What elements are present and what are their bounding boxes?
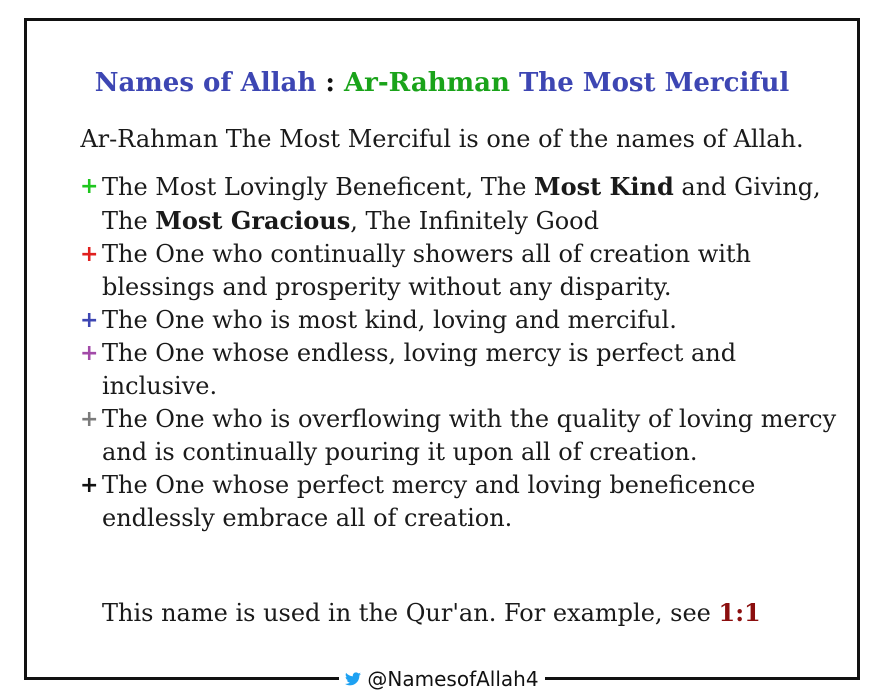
- plus-bullet-icon: +: [80, 308, 99, 333]
- title-meaning: The Most Merciful: [509, 68, 790, 98]
- list-item-text-segment: , The Infinitely Good: [350, 207, 599, 235]
- footer: [0, 664, 884, 694]
- twitter-handle: @NamesofAllah4: [367, 667, 539, 691]
- intro-text: Ar-Rahman The Most Merciful is one of the names of Allah.: [80, 125, 804, 153]
- list-item-text: The One whose endless, loving mercy is perfect and inclusive.: [102, 339, 737, 400]
- list-item-text: [102, 173, 821, 235]
- twitter-handle-badge[interactable]: [339, 664, 544, 694]
- list-item-text-segment: The Most Lovingly Beneficent, The: [102, 173, 535, 201]
- plus-bullet-icon: +: [80, 407, 99, 432]
- list-item: [80, 469, 840, 535]
- list-item-bold-segment: Most Kind: [534, 172, 674, 201]
- list-item-text: The One whose perfect mercy and loving beneficence endlessly embrace all of creation.: [102, 471, 756, 532]
- twitter-bird-icon: [345, 672, 361, 686]
- plus-bullet-icon: +: [80, 341, 99, 366]
- title-separator: :: [316, 68, 344, 98]
- list-item: [80, 170, 840, 238]
- title-arabic-name: Ar-Rahman: [344, 68, 510, 98]
- list-item: [80, 337, 840, 403]
- list-item-text: The One who is overflowing with the quality of loving mercy and is continually pouring it upon all of creation.: [102, 405, 837, 466]
- list-item-text: The One who continually showers all of creation with blessings and prosperity without any disparity.: [102, 240, 752, 301]
- title-names-of-allah: Names of Allah: [94, 68, 317, 98]
- page-title: [0, 66, 884, 100]
- plus-bullet-icon: +: [80, 473, 99, 498]
- list-item: [80, 403, 840, 469]
- quran-reference-link[interactable]: 1:1: [718, 598, 761, 627]
- plus-bullet-icon: +: [80, 174, 99, 199]
- list-item-bold-segment: Most Gracious: [155, 206, 351, 235]
- list-item-text-segment: and Giving, The: [102, 173, 821, 235]
- quran-reference-note: [102, 596, 761, 630]
- list-item: [80, 238, 840, 304]
- attributes-list: [80, 170, 840, 535]
- list-item: [80, 304, 840, 337]
- list-item-text: The One who is most kind, loving and merciful.: [102, 306, 677, 334]
- note-text: This name is used in the Qur'an. For example, see: [102, 599, 719, 627]
- plus-bullet-icon: +: [80, 242, 99, 267]
